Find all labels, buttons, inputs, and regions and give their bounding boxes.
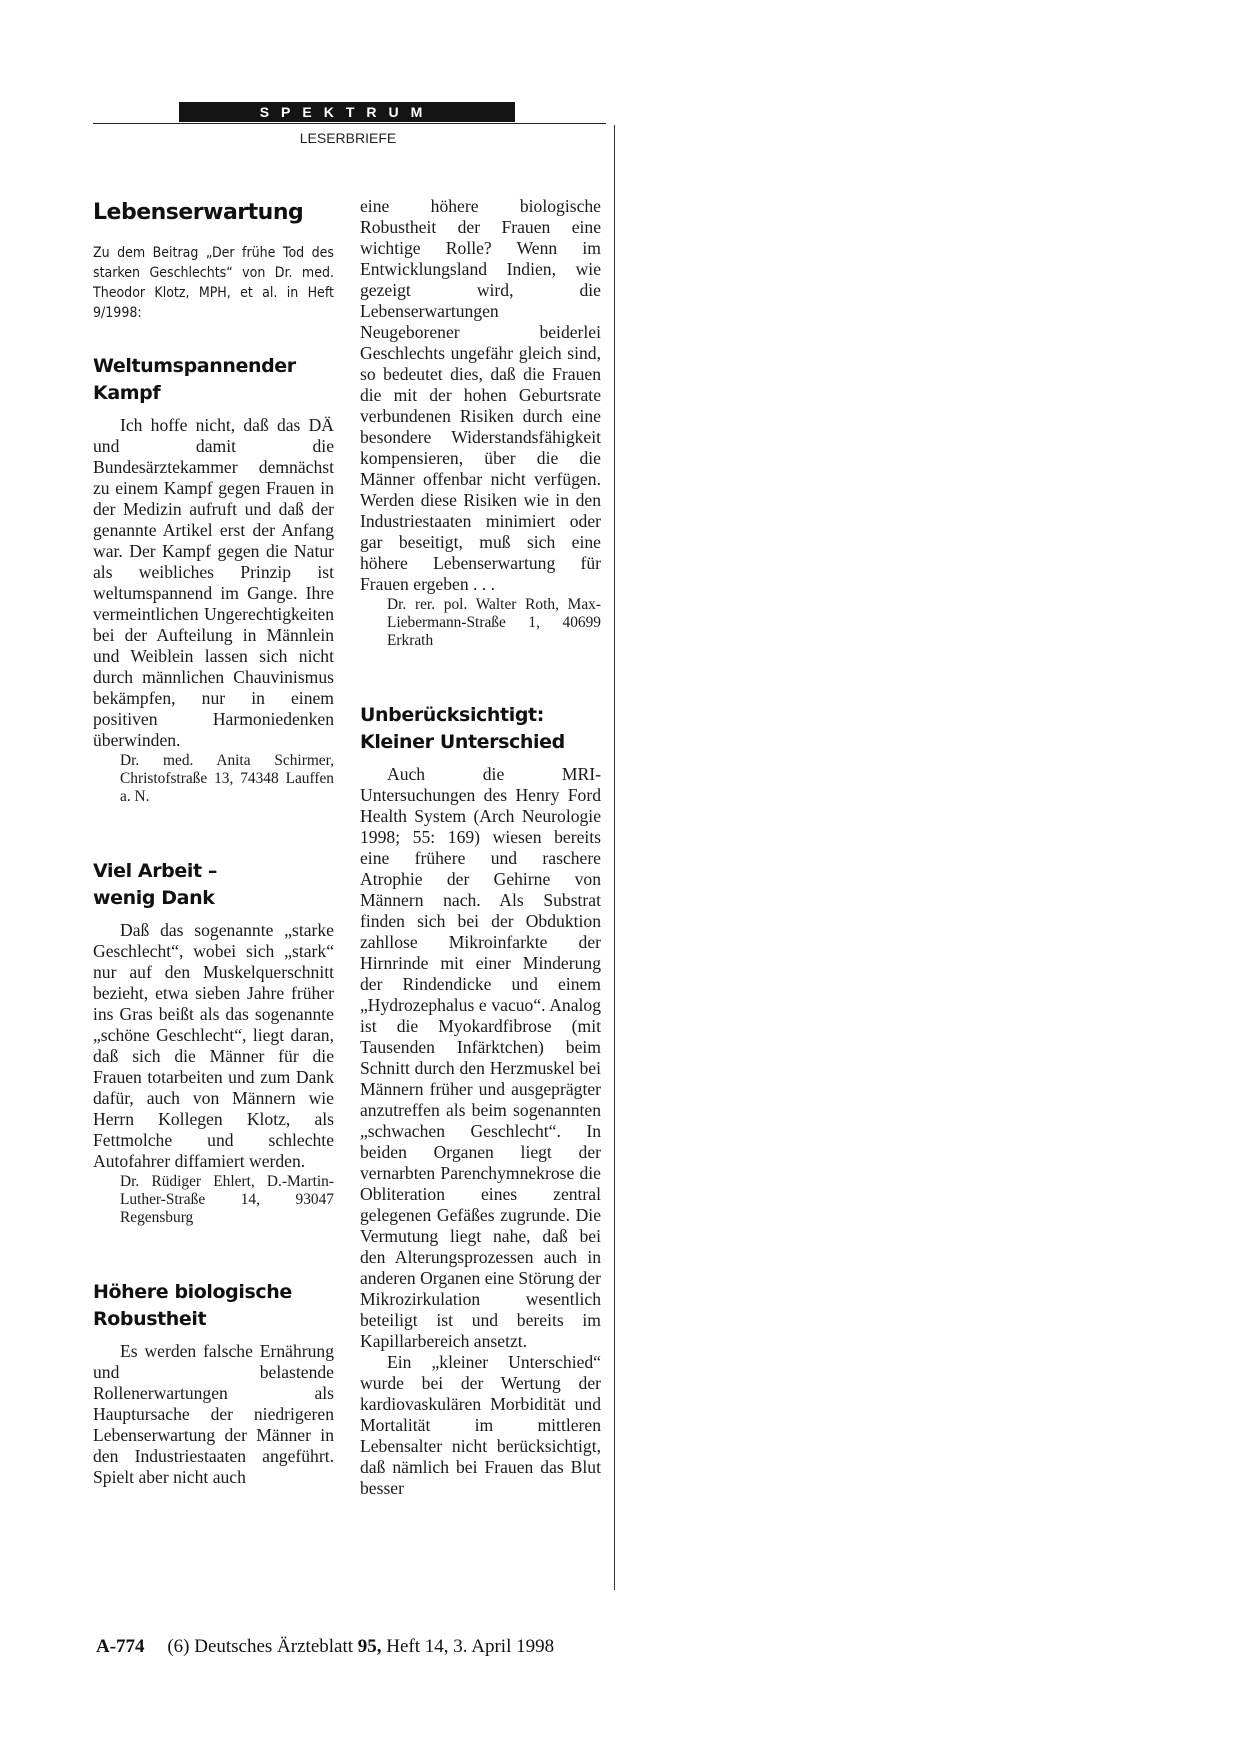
letter-author: Dr. med. Anita Schirmer, Christofstraße 13, 74348 Lauffen a. N. [120, 752, 334, 805]
left-column [93, 196, 334, 1488]
citation-prefix: (6) Deutsches Ärzteblatt [167, 1636, 354, 1657]
section-banner: SPEKTRUM [179, 102, 515, 122]
paragraph: Es werden falsche Ernährung und belastende Rollenerwartungen als Hauptursache der niedrigeren Lebenserwartung der Männer in den Industriestaaten angeführt. Spielt aber nicht auch [93, 1341, 334, 1487]
article-intro: Zu dem Beitrag „Der frühe Tod des starken Geschlechts“ von Dr. med. Theodor Klotz, MPH, et al. in Heft 9/1998: [93, 245, 334, 321]
paragraph: Ein „kleiner Unterschied“ wurde bei der Wertung der kardiovaskulären Morbidität und Mortalität im mittleren Lebensalter nicht berücksichtigt, daß nämlich bei Frauen das Blut besser [360, 1352, 601, 1498]
letter-author: Dr. Rüdiger Ehlert, D.-Martin-Luther-Straße 14, 93047 Regensburg [120, 1173, 334, 1226]
citation-suffix: Heft 14, 3. April 1998 [386, 1636, 555, 1657]
page-footer [96, 1636, 554, 1658]
paragraph: Daß das sogenannte „starke Geschlecht“, wobei sich „stark“ nur auf den Muskelquerschnitt bezieht, etwa sieben Jahre früher ins Gras beißt als das sogenannte „schöne Geschlecht“, liegt daran, daß sich die Männer für die Frauen totarbeiten und zum Dank dafür, auch von Männern wie Herrn Kollegen Klotz, als Fettmolche und schlechte Autofahrer diffamiert werden. [93, 920, 334, 1171]
letter-body [93, 1341, 334, 1488]
letter-body [360, 764, 601, 1499]
subsection-label: LESERBRIEFE [299, 130, 397, 146]
page-number: A-774 [96, 1636, 145, 1657]
letter-heading: Höhere biologische Robustheit [93, 1281, 292, 1330]
letter-heading: Viel Arbeit – wenig Dank [93, 860, 217, 909]
paragraph: Ich hoffe nicht, daß das DÄ und damit die Bundesärztekammer demnächst zu einem Kampf gegen Frauen in der Medizin aufruft und daß der genannte Artikel erst der Anfang war. Der Kampf gegen die Natur als weibliches Prinzip ist weltumspannend im Gange. Ihre vermeintlichen Ungerechtigkeiten bei der Aufteilung in Männlein und Weiblein lassen sich nicht durch männlichen Chauvinismus bekämpfen, nur in einem positiven Harmoniedenken überwinden. [93, 415, 334, 750]
letter-body [93, 415, 334, 751]
column-divider [614, 125, 615, 1590]
article-title: Lebenserwartung [93, 200, 304, 225]
right-column [360, 196, 601, 1499]
paragraph: eine höhere biologische Robustheit der Frauen eine wichtige Rolle? Wenn im Entwicklungsland Indien, wie gezeigt wird, die Lebenserwartungen Neugeborener beiderlei Geschlechts ungefähr gleich sind, so bedeutet dies, daß die Frauen die mit der hohen Geburtsrate verbundenen Risiken durch eine besondere Widerstandsfähigkeit kompensieren, über die die Männer offenbar nicht verfügen. Werden diese Risiken wie in den Industriestaaten minimiert oder gar beseitigt, muß sich eine höhere Lebenserwartung für Frauen ergeben . . . [360, 196, 601, 594]
header-rule [93, 123, 606, 124]
letter-body [93, 920, 334, 1172]
letter-heading: Unberücksichtigt: Kleiner Unterschied [360, 704, 565, 753]
paragraph: Auch die MRI-Untersuchungen des Henry Ford Health System (Arch Neurologie 1998; 55: 169) wiesen bereits eine frühere und raschere Atrophie der Gehirne von Männern nach. Als Substrat finden sich bei der Obduktion zahllose Mikroinfarkte der Hirnrinde mit einer Minderung der Rindendicke und einem „Hydrozephalus e vacuo“. Analog ist die Myokardfibrose (mit Tausenden Infärktchen) beim Schnitt durch den Herzmuskel bei Männern früher und ausgeprägter anzutreffen als beim sogenannten „schwachen Geschlecht“. In beiden Organen liegt der vernarbten Parenchymnekrose die Obliteration eines zentral gelegenen Gefäßes zugrunde. Die Vermutung liegt nahe, daß bei den Alterungsprozessen auch in anderen Organen eine Störung der Mikrozirkulation wesentlich beteiligt ist und bereits im Kapillarbereich ansetzt. [360, 764, 602, 1351]
letter-body-continued [360, 196, 601, 595]
volume-number: 95, [357, 1636, 382, 1657]
letter-author: Dr. rer. pol. Walter Roth, Max-Liebermann-Straße 1, 40699 Erkrath [387, 596, 601, 649]
letter-heading: Weltumspannender Kampf [93, 355, 296, 404]
